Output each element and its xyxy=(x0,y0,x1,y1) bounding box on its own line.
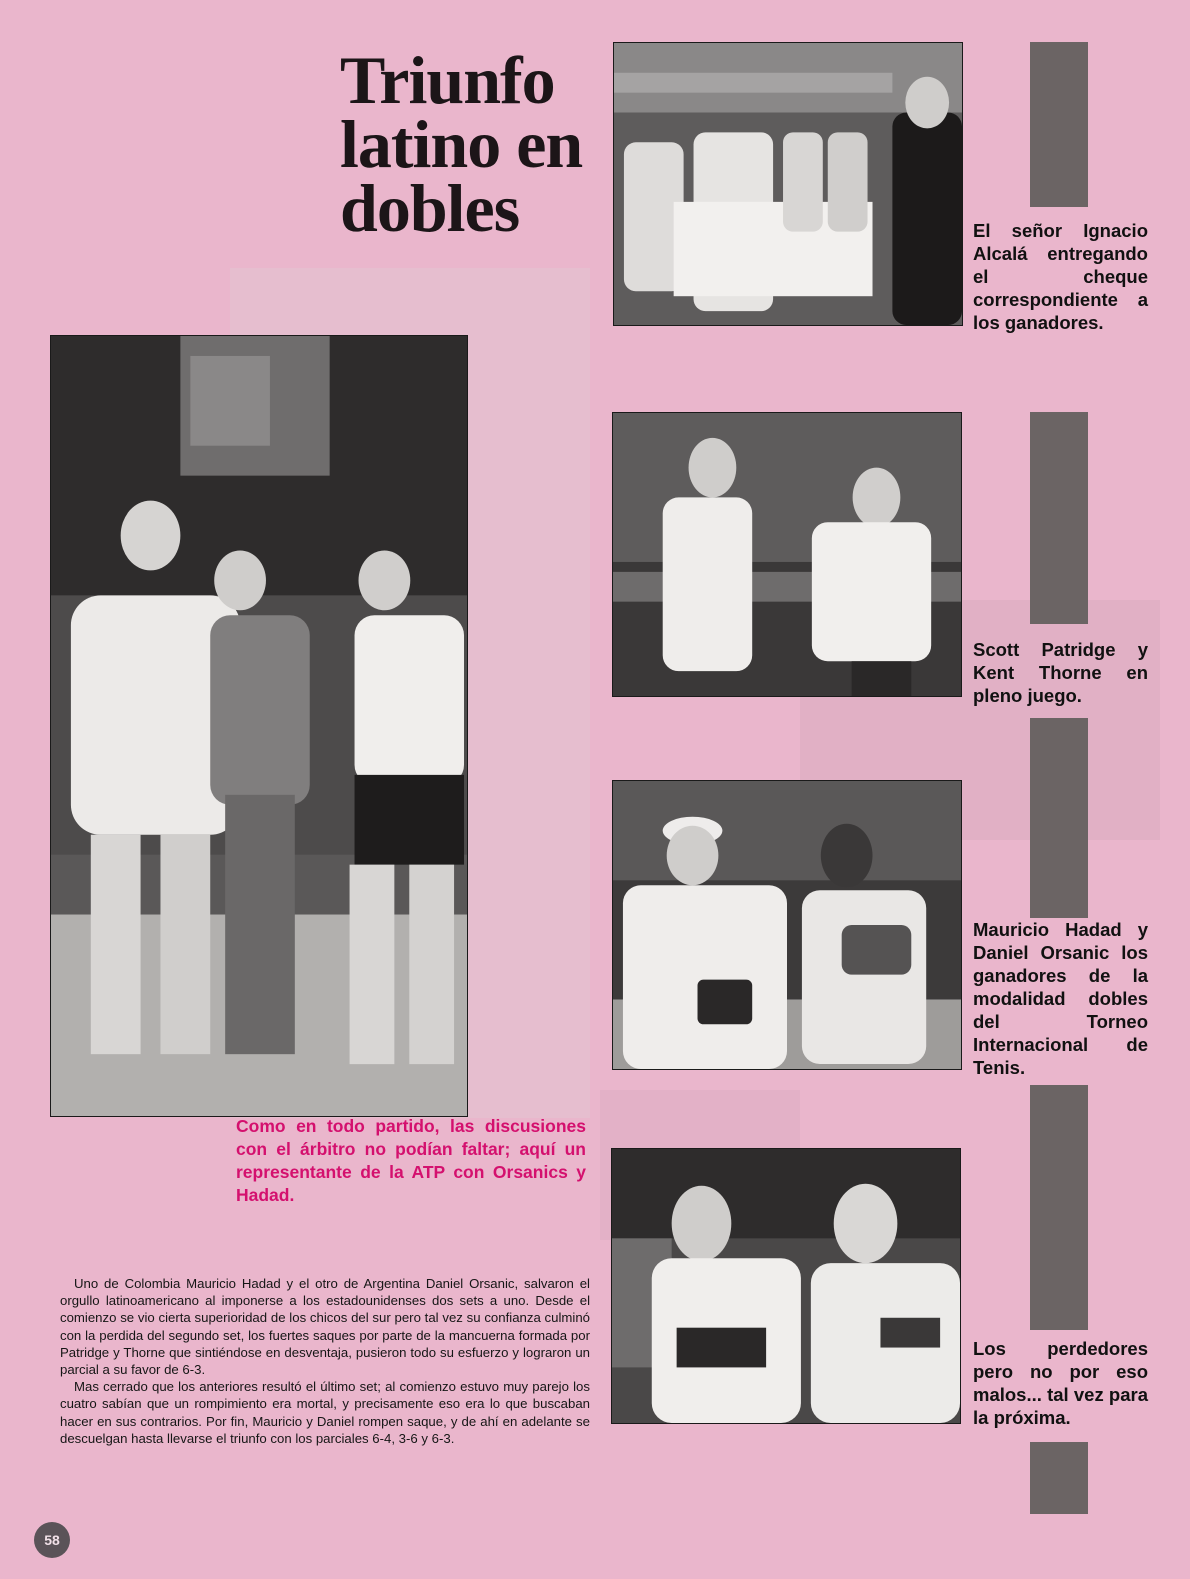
photo-image xyxy=(614,43,962,325)
article-title xyxy=(340,42,610,246)
photo-caption: Mauricio Hadad y Daniel Orsanic los ganadores de la modalidad dobles del Torneo Internacional de Tenis. xyxy=(973,919,1148,1078)
photo-caption: Los perdedores pero no por eso malos... tal vez para la próxima. xyxy=(973,1338,1148,1428)
page-number: 58 xyxy=(34,1522,70,1558)
title-line: latino en xyxy=(340,106,583,182)
photo-losers xyxy=(611,1148,961,1424)
side-bar xyxy=(1030,1442,1088,1514)
photo-image xyxy=(613,781,961,1069)
photo-hadad-orsanic xyxy=(612,780,962,1070)
title-line: Triunfo xyxy=(340,42,555,118)
photo-image xyxy=(613,413,961,696)
article-body xyxy=(60,1275,590,1447)
body-paragraph: Uno de Colombia Mauricio Hadad y el otro de Argentina Daniel Orsanic, salvaron el orgullo latinoamericano al imponerse a los estadounidenses dos sets a uno. Desde el comienzo se vio cierta superioridad de los chicos del sur pero tal vez su confianza culminó con la perdida del segundo set, los fuertes saques por parte de la mancuerna formada por Patridge y Thorne que sintiéndose en desventaja, pusieron todo su esfuerzo y lograron un parcial a su favor de 6-3. xyxy=(60,1276,590,1378)
photo-check-ceremony xyxy=(613,42,963,326)
side-bar xyxy=(1030,1085,1088,1330)
photo-caption: Scott Patridge y Kent Thorne en pleno juego. xyxy=(973,639,1148,706)
body-paragraph: Mas cerrado que los anteriores resultó el último set; al comienzo estuvo muy parejo los cuatro sabían que un rompimiento era mortal, y precisamente eso era lo que buscaban hacer en sus contrarios. Por fin, Mauricio y Daniel rompen saque, y de ahí en adelante se descuelgan hasta llevarse el triunfo con los parciales 6-4, 3-6 y 6-3. xyxy=(60,1379,590,1446)
side-bar xyxy=(1030,42,1088,207)
side-bar xyxy=(1030,718,1088,918)
main-photo-caption: Como en todo partido, las discusiones con el árbitro no podían faltar; aquí un representante de la ATP con Orsanics y Hadad. xyxy=(236,1116,586,1205)
side-bar xyxy=(1030,412,1088,624)
photo-referee-discussion xyxy=(50,335,468,1117)
photo-image xyxy=(612,1149,960,1423)
title-line: dobles xyxy=(340,170,520,246)
photo-image xyxy=(51,336,467,1116)
photo-caption: El señor Ignacio Alcalá entregando el cheque correspondiente a los ganadores. xyxy=(973,220,1148,333)
photo-patridge-thorne xyxy=(612,412,962,697)
